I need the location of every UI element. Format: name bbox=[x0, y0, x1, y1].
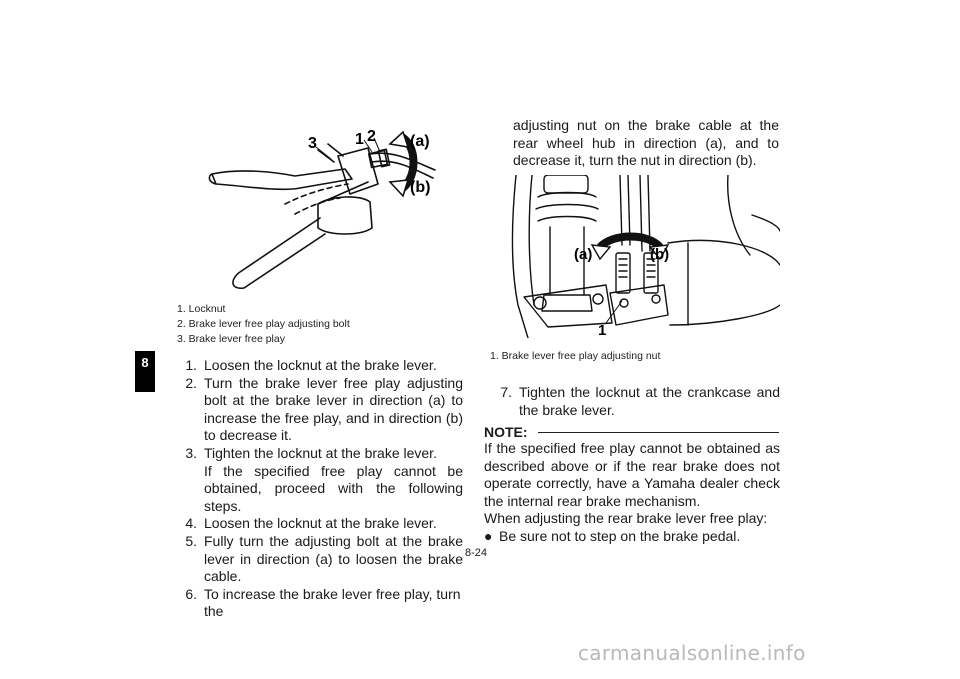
step-text: Fully turn the adjusting bolt at the brake lever in direction (a) to loosen the brake cable. bbox=[204, 532, 463, 585]
list-item bbox=[175, 533, 463, 586]
note-rule bbox=[538, 432, 779, 433]
step-number: 2. bbox=[185, 374, 197, 391]
label-2: 2 bbox=[367, 128, 376, 145]
step-number: 5. bbox=[185, 532, 197, 549]
caption-line: 1. Brake lever free play adjusting nut bbox=[490, 350, 661, 362]
step-text: Loosen the locknut at the brake lever. bbox=[204, 357, 437, 373]
step6-continuation: adjusting nut on the brake cable at the rear wheel hub in direction (a), and to decrease it, turn the nut in direction (b). bbox=[513, 117, 779, 169]
list-item bbox=[175, 515, 463, 533]
bullet-text: Be sure not to step on the brake pedal. bbox=[499, 527, 741, 544]
note-body bbox=[484, 440, 780, 546]
right-figure-caption bbox=[490, 349, 660, 364]
caption-line: 2. Brake lever free play adjusting bolt bbox=[177, 318, 350, 330]
step-number: 7. bbox=[500, 384, 512, 400]
step-number: 3. bbox=[185, 444, 197, 461]
chapter-tab: 8 bbox=[135, 351, 155, 392]
bullet-icon: ● bbox=[484, 527, 493, 544]
step-number: 4. bbox=[185, 515, 197, 532]
step-text: Tighten the locknut at the crankcase and the brake lever. bbox=[519, 384, 780, 418]
label-a: (a) bbox=[574, 246, 593, 263]
step-number: 1. bbox=[185, 357, 197, 373]
list-item bbox=[175, 445, 463, 515]
caption-line: 3. Brake lever free play bbox=[177, 333, 285, 345]
label-1: 1 bbox=[355, 131, 364, 148]
list-item bbox=[490, 384, 780, 419]
right-steps bbox=[490, 384, 780, 419]
left-figure-caption bbox=[177, 302, 350, 347]
step-text: Turn the brake lever free play adjusting bolt at the brake lever in direction (a) to increase the free play, and in direction (b) to decrease it. bbox=[204, 374, 463, 444]
left-steps bbox=[175, 357, 463, 621]
label-a: (a) bbox=[410, 133, 430, 150]
watermark: carmanualsonline.info bbox=[578, 641, 806, 665]
note-paragraph: When adjusting the rear brake lever free play: bbox=[484, 510, 768, 527]
note-paragraph: If the specified free play cannot be obtained as described above or if the rear brake does not operate correctly, have a Yamaha dealer check the internal rear brake mechanism. bbox=[484, 440, 780, 509]
list-item bbox=[175, 586, 463, 621]
label-1: 1 bbox=[598, 322, 607, 338]
label-b: (b) bbox=[410, 179, 431, 196]
step-number: 6. bbox=[185, 585, 197, 602]
step-text: To increase the brake lever free play, turn the bbox=[204, 585, 461, 620]
brake-lever-figure bbox=[200, 122, 455, 304]
label-b: (b) bbox=[650, 246, 670, 263]
step-text: Loosen the locknut at the brake lever. bbox=[204, 515, 437, 532]
list-item bbox=[175, 375, 463, 445]
list-item bbox=[175, 357, 463, 375]
rear-brake-figure bbox=[488, 175, 780, 338]
caption-line: 1. Locknut bbox=[177, 303, 226, 315]
page-number: 8-24 bbox=[465, 547, 488, 559]
note-label: NOTE: bbox=[484, 424, 528, 440]
step-text: Tighten the locknut at the brake lever. If the specified free play cannot be obtained, proceed with the following steps. bbox=[204, 444, 463, 514]
label-3: 3 bbox=[308, 135, 317, 152]
list-item bbox=[484, 528, 780, 546]
